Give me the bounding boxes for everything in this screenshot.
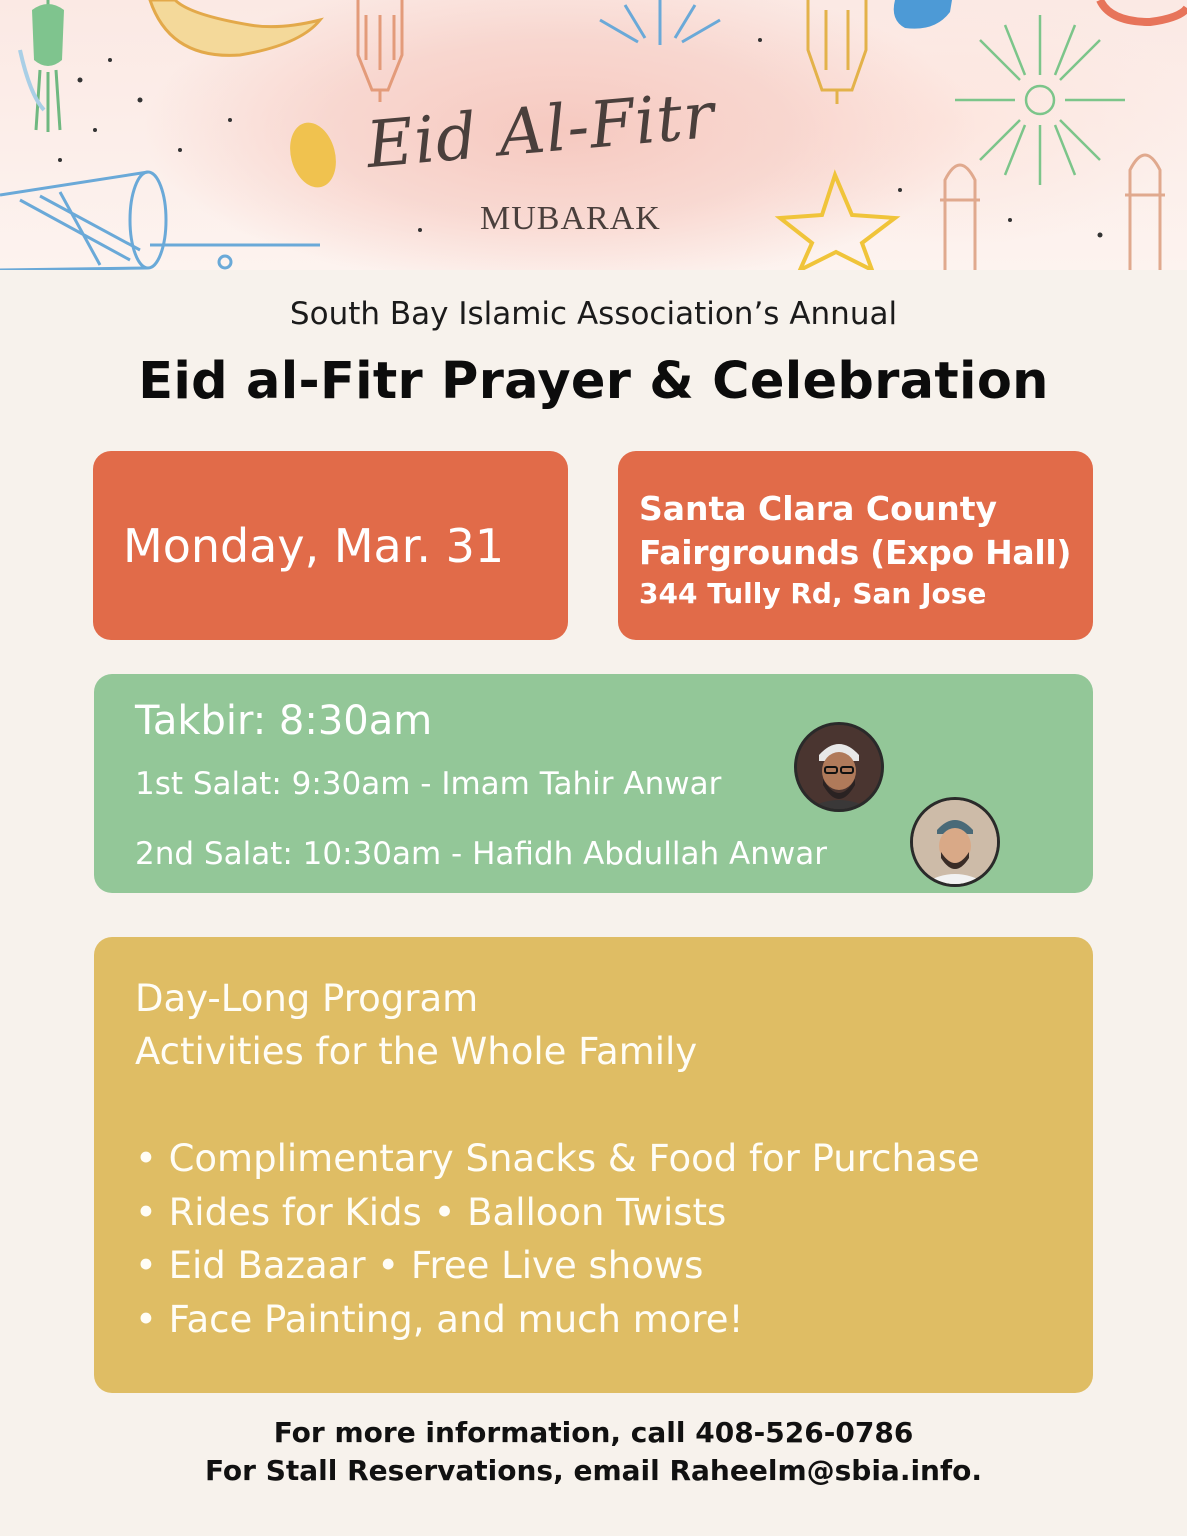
header-banner [0, 0, 1187, 270]
event-date: Monday, Mar. 31 [123, 519, 505, 573]
venue-address: 344 Tully Rd, San Jose [639, 577, 987, 610]
program-subheading: Activities for the Whole Family [135, 1030, 698, 1073]
crescent-icon [150, 0, 320, 55]
venue-card [618, 451, 1093, 640]
firework-icon [955, 15, 1125, 185]
contact-phone-line: For more information, call 408-526-0786 [273, 1416, 914, 1449]
minaret-icon [940, 155, 1165, 270]
program-card [94, 937, 1093, 1393]
venue-name-line1: Santa Clara County [639, 489, 998, 528]
event-title: Eid al-Fitr Prayer & Celebration [138, 352, 1049, 411]
venue-name-line2: Fairgrounds (Expo Hall) [639, 533, 1072, 572]
organization-line: South Bay Islamic Association’s Annual [289, 296, 898, 332]
second-salat: 2nd Salat: 10:30am - Hafidh Abdullah Anwar [135, 836, 827, 872]
lantern-icon [358, 0, 402, 102]
paint-blob [894, 0, 952, 29]
takbir-time: Takbir: 8:30am [135, 698, 433, 744]
program-item: • Eid Bazaar • Free Live shows [135, 1244, 704, 1287]
banner-title: Eid Al-Fitr [363, 78, 718, 184]
program-item: • Face Painting, and much more! [135, 1298, 744, 1341]
paint-stroke [1100, 0, 1187, 22]
firework-icon [600, 0, 720, 45]
lantern-icon [808, 0, 866, 104]
program-heading: Day-Long Program [135, 977, 479, 1020]
program-item: • Complimentary Snacks & Food for Purchase [135, 1137, 980, 1180]
program-item: • Rides for Kids • Balloon Twists [135, 1191, 727, 1234]
date-fruit-icon [283, 117, 343, 192]
hafidh-abdullah-avatar [910, 797, 1000, 887]
first-salat: 1st Salat: 9:30am - Imam Tahir Anwar [135, 766, 722, 802]
drum-icon [0, 172, 320, 270]
prayer-schedule-card [94, 674, 1093, 893]
star-icon [780, 175, 895, 270]
stall-reservation-line: For Stall Reservations, email Raheelm@sbia.info. [204, 1454, 983, 1487]
banner-subtitle: MUBARAK [480, 200, 661, 237]
imam-tahir-avatar [794, 722, 884, 812]
hanging-ornament-icon [20, 0, 64, 132]
